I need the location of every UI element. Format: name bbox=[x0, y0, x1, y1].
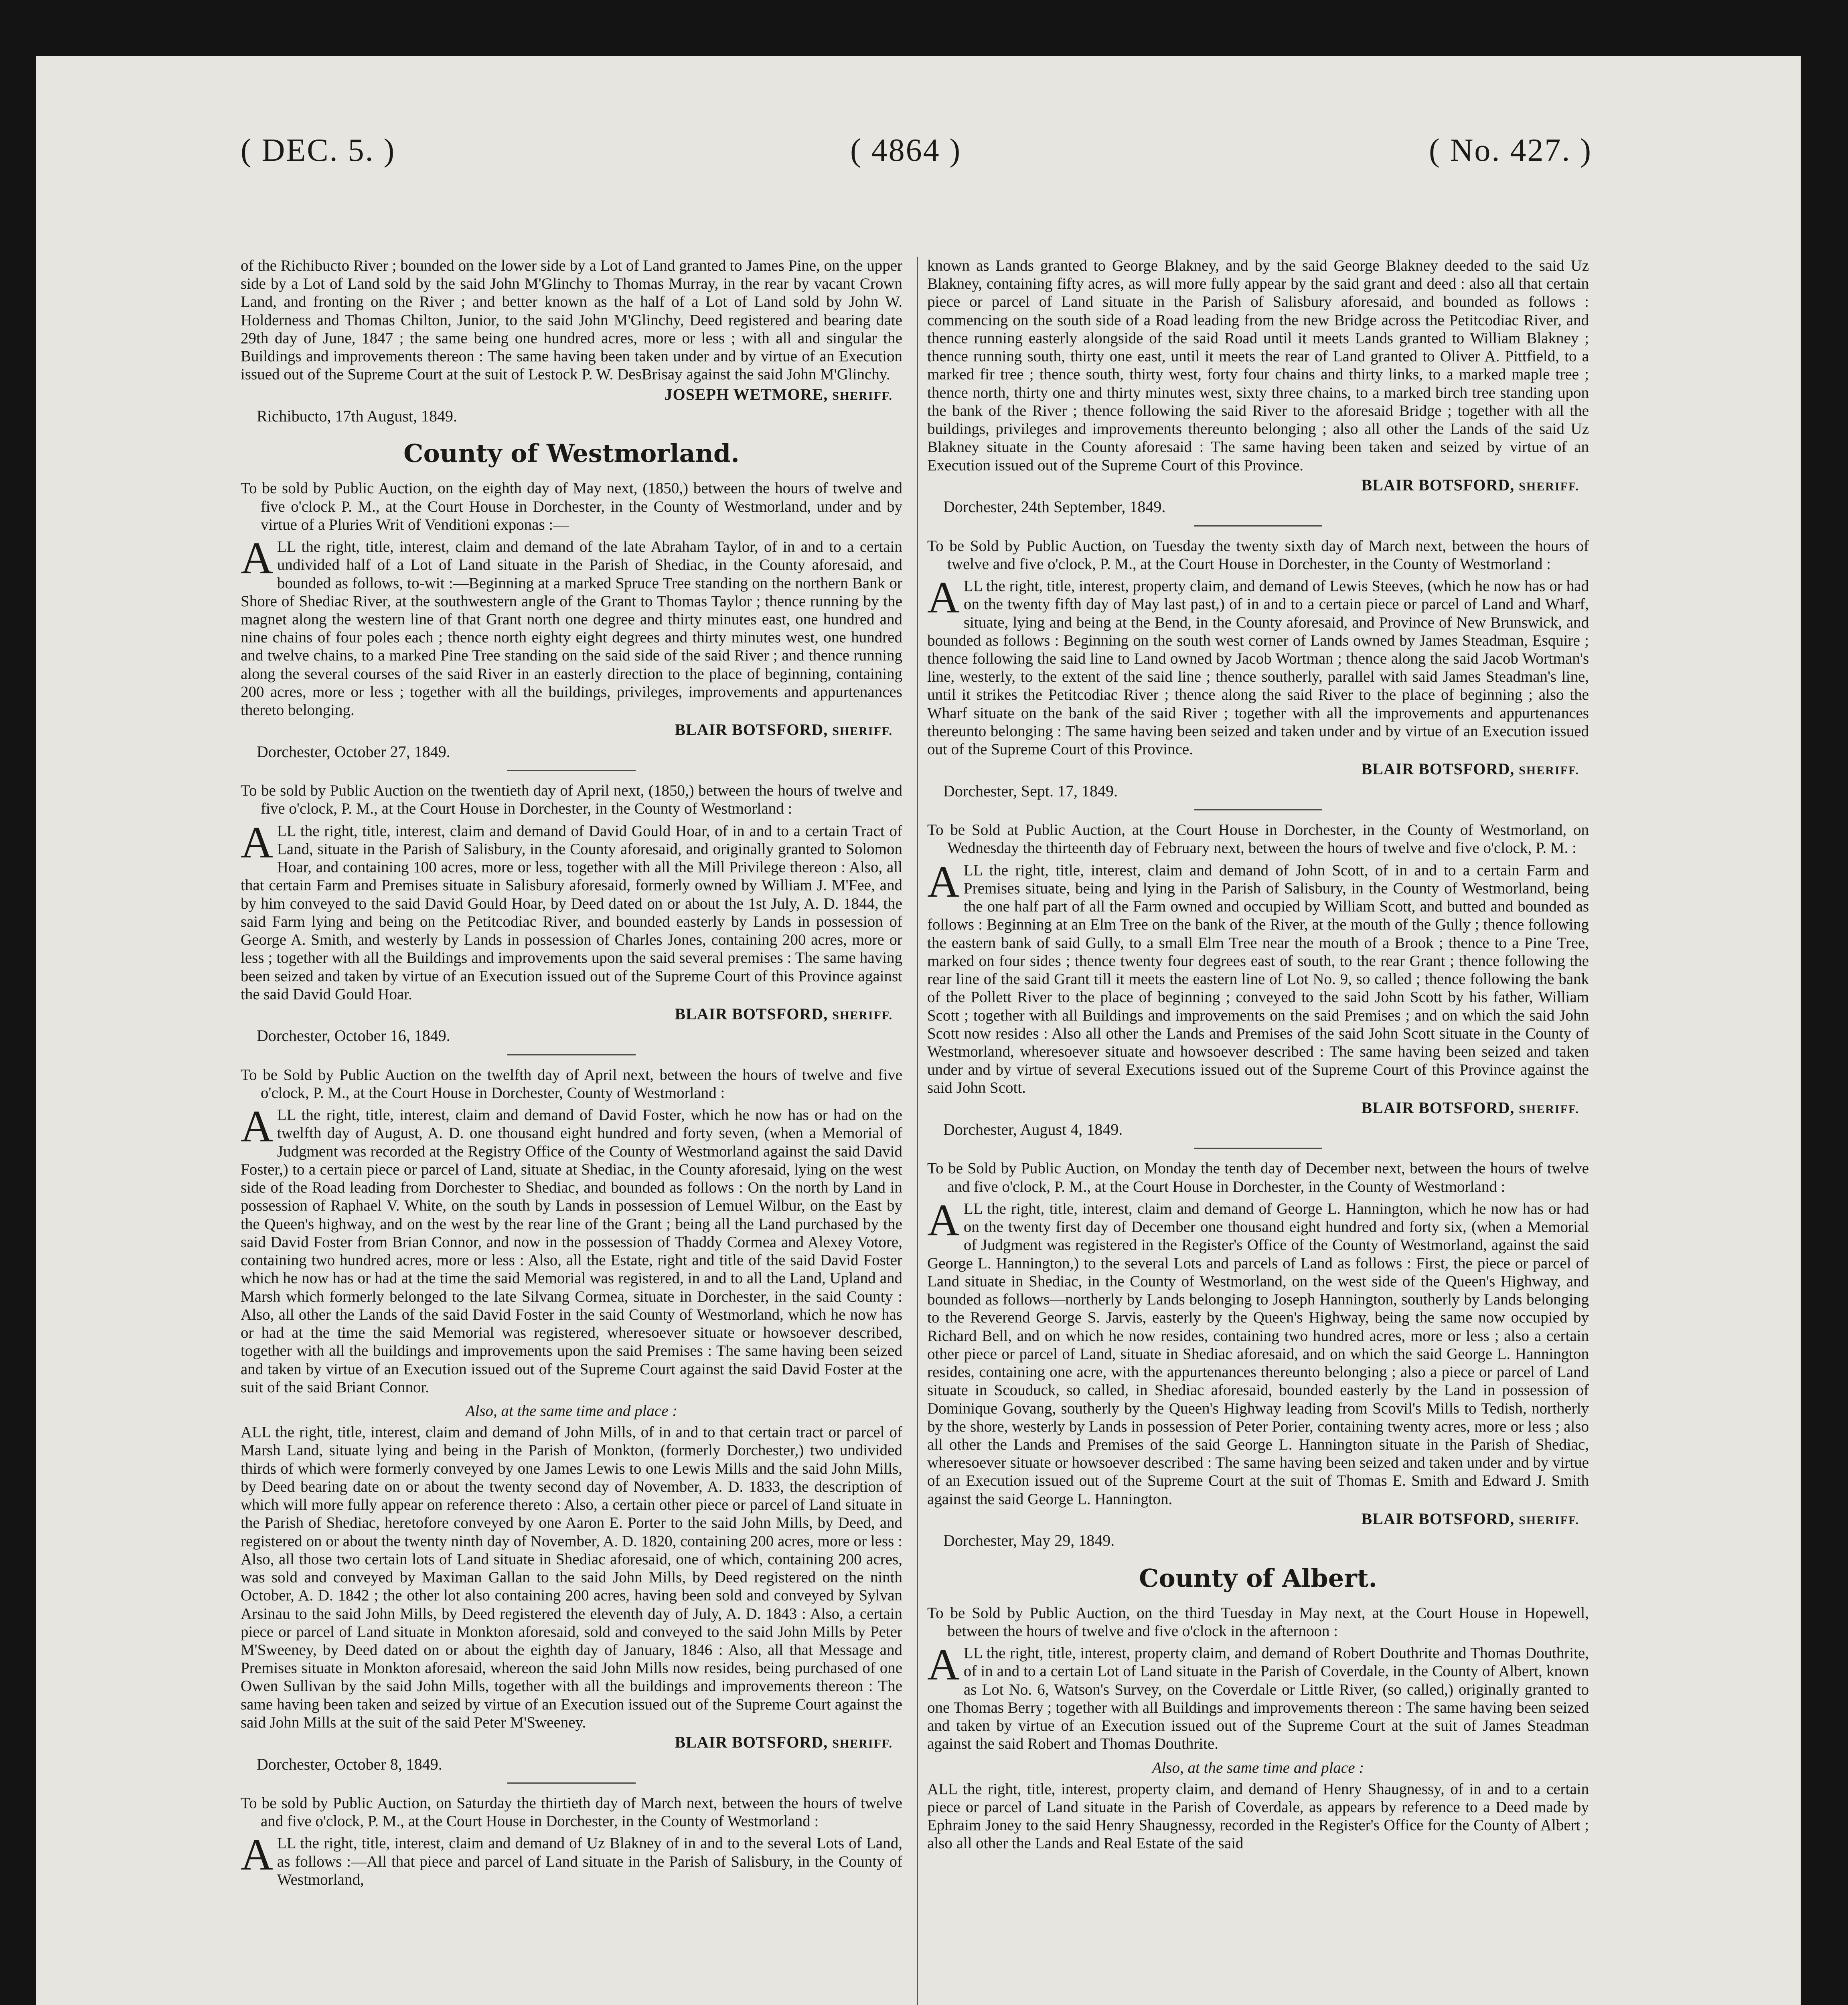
drop-cap: A bbox=[927, 1195, 960, 1245]
notice-body-text: LL the right, title, interest, claim and demand of Uz Blakney of in and to the several Lots of Land, as follows :—All that piece and parcel of Land situate in the Parish of Salisbury, in the County of Westmorland, bbox=[277, 1835, 902, 1888]
signature-name: BLAIR BOTSFORD, bbox=[1361, 1098, 1519, 1117]
header-issue-number: ( No. 427. ) bbox=[1429, 133, 1592, 168]
notice-separator bbox=[507, 1054, 636, 1055]
signature-title: SHERIFF. bbox=[1519, 764, 1579, 778]
notice-date: Dorchester, October 8, 1849. bbox=[257, 1755, 442, 1773]
signature-name: BLAIR BOTSFORD, bbox=[1361, 760, 1519, 778]
notice-intro: To be Sold by Public Auction, on the third Tuesday in May next, at the Court House in Hopewell, between the hours of twelve and five o'clock in the afternoon : bbox=[927, 1604, 1589, 1640]
notice-intro: To be Sold at Public Auction, at the Court House in Dorchester, in the County of Westmorland, on Wednesday the thirteenth day of February next, between the hours of twelve and five o'clock, P. M. : bbox=[927, 821, 1589, 857]
notice-signature bbox=[241, 1733, 893, 1752]
county-heading-westmorland: County of Westmorland. bbox=[403, 439, 740, 468]
notice-intro: To be sold by Public Auction on the twentieth day of April next, (1850,) between the hours of twelve and five o'clock, P. M., at the Court House in Dorchester, in the County of Westmorland : bbox=[241, 782, 902, 818]
signature-name: BLAIR BOTSFORD, bbox=[1361, 1509, 1519, 1528]
notice-body-text: LL the right, title, interest, claim and demand of the late Abraham Taylor, of in and to a certain undivided half of a Lot of Land situate in the Parish of Shediac, in the County aforesaid, and bounded as follows, to-wit :—Beginning at a marked Spruce Tree standing on the northern Bank or Shore of Shediac River, at the southwestern angle of the Grant to Thomas Taylor ; thence running by the magnet along the western line of that Grant north one degree and thirty minutes east, one hundred and nine chains of four poles each ; thence north eighty eight degrees and thirty minutes west, one hundred and twelve chains, to a marked Pine Tree standing on the said side of the said River ; and thence running along the several courses of the said River in an easterly direction to the place of beginning, containing 200 acres, more or less ; together with all the buildings, privileges, improvements and appurtenances thereto belonging. bbox=[241, 538, 902, 719]
drop-cap: A bbox=[241, 1102, 273, 1152]
notice-intro: To be Sold by Public Auction, on Monday the tenth day of December next, between the hours of twelve and five o'clock, P. M., at the Court House in Dorchester, in the County of Westmorland : bbox=[927, 1160, 1589, 1195]
also-subheading: Also, at the same time and place : bbox=[465, 1402, 678, 1420]
notice-body bbox=[241, 533, 902, 719]
also-subheading: Also, at the same time and place : bbox=[1152, 1759, 1364, 1776]
notice-body-text: LL the right, title, interest, property claim, and demand of Lewis Steeves, (which he now has or had on the twenty fifth day of May last past,) of in and to a certain piece or parcel of Land and Wharf, situate, lying and being at the Bend, in the County aforesaid, and Province of New Brunswick, and bounded as follows : Beginning on the south west corner of Lands owned by James Steadman, Esquire ; thence following the said line to Land owned by Jacob Wortman ; thence along the said Jacob Wortman's line, westerly, to the extent of the said line ; thence southerly, parallel with said James Steadman's line, until it strikes the Petitcodiac River ; thence along the said River to the place of beginning ; also the Wharf situate on the bank of the said River ; together with all the improvements and appurtenances thereunto belonging : The same having been seized and taken under and by virtue of an Execution issued out of the Supreme Court of this Province. bbox=[927, 577, 1589, 758]
notice-body-text: LL the right, title, interest, property claim, and demand of Robert Douthrite and Thomas Douthrite, of in and to a certain Lot of Land situate in the Parish of Coverdale, in the County of Albert, known as Lot No. 6, Watson's Survey, on the Coverdale or Little River, (so called,) originally granted to one Thomas Berry ; together with all Buildings and improvements thereon : The same having been seized and taken by virtue of an Execution issued out of the Supreme Court at the suit of James Steadman against the said Robert and Thomas Douthrite. bbox=[927, 1645, 1589, 1753]
signature-name: BLAIR BOTSFORD, bbox=[675, 1005, 833, 1023]
signature-title: SHERIFF. bbox=[1519, 480, 1579, 493]
column-divider bbox=[917, 257, 918, 2005]
notice-body bbox=[927, 1195, 1589, 1508]
signature-title: SHERIFF. bbox=[1519, 1102, 1579, 1116]
notice-body bbox=[241, 1830, 902, 1889]
notice-signature bbox=[241, 1005, 893, 1023]
notice-intro: To be Sold by Public Auction on the twelfth day of April next, between the hours of twelve and five o'clock, P. M., at the Court House in Dorchester, County of Westmorland : bbox=[241, 1066, 902, 1102]
notice-intro: To be sold by Public Auction, on the eighth day of May next, (1850,) between the hours of twelve and five o'clock P. M., at the Court House in Dorchester, in the County of Westmorland, under and by virtue of a Pluries Writ of Venditioni exponas :— bbox=[241, 480, 902, 533]
notice-separator bbox=[1194, 809, 1322, 810]
notice-date: Dorchester, 24th September, 1849. bbox=[943, 498, 1166, 516]
notice-signature bbox=[927, 476, 1579, 494]
notice-body-text: LL the right, title, interest, claim and demand of David Gould Hoar, of in and to a certain Tract of Land, situate in the Parish of Salisbury, in the County aforesaid, and originally granted to Solomon Hoar, and containing 100 acres, more or less, together with all the Mill Privilege thereon : Also, all that certain Farm and Premises situate in Salisbury aforesaid, formerly owned by William J. M'Fee, and by him conveyed to the said David Gould Hoar, by Deed dated on or about the 1st July, A. D. 1844, the said Farm lying and being on the Petitcodiac River, and bounded easterly by Lands in possession of George A. Smith, and westerly by Lands in possession of Charles Jones, containing 200 acres, more or less ; together with all the Buildings and improvements upon the said several premises : The same having been seized and taken by virtue of an Execution issued out of the Supreme Court of this Province against the said David Gould Hoar. bbox=[241, 822, 902, 1003]
notice-body-text: LL the right, title, interest, claim and demand of George L. Hannington, which he now has or had on the twenty first day of December one thousand eight hundred and forty six, (when a Memorial of Judgment was registered in the Register's Office of the County of Westmorland, against the said George L. Hannington,) to the several Lots and parcels of Land as follows : First, the piece or parcel of Land situate in Shediac, in the County of Westmorland, on the west side of the Queen's Highway, and bounded as follows—northerly by Lands belonging to Joseph Hannington, southerly by Lands belonging to the Reverend George S. Jarvis, easterly by the Queen's Highway, being the same now occupied by Richard Bell, and on which he now resides, containing two hundred acres, more or less ; also a certain other piece or parcel of Land, situate in Shediac aforesaid, and on which the said George L. Hannington resides, containing one acre, with the appurtenances thereunto belonging ; also a piece or parcel of Land situate in Scouduck, so called, in Shediac aforesaid, bounded easterly by the Land in possession of Dominique Govang, southerly by the Queen's Highway leading from Scovil's Mills to Tedish, northerly by the shore, westerly by Lands in possession of Peter Porier, containing twenty acres, more or less ; also all other the Lands and Premises of the said George L. Hannington situate in the Parish of Shediac, wheresoever situate or howsoever described : The same having been seized and taken under and by virtue of an Execution issued out of the Supreme Court at the suit of Thomas E. Smith and Edward J. Smith against the said George L. Hannington. bbox=[927, 1200, 1589, 1508]
notice-date: Dorchester, Sept. 17, 1849. bbox=[943, 782, 1118, 800]
notice-body bbox=[927, 1640, 1589, 1753]
notice-date: Dorchester, August 4, 1849. bbox=[943, 1120, 1123, 1139]
notice-separator bbox=[1194, 1148, 1322, 1149]
notice-signature bbox=[927, 1510, 1579, 1528]
page-header bbox=[241, 132, 1592, 196]
notice-body-text: LL the right, title, interest, claim and demand of John Scott, of in and to a certain Farm and Premises situate, being and lying in the Parish of Salisbury, in the County of Westmorland, being the one half part of all the Farm owned and occupied by William Scott, and butted and bounded as follows : Beginning at an Elm Tree on the bank of the River, at the mouth of the Gully ; thence following the eastern bank of said Gully, to a small Elm Tree near the mouth of a Brook ; thence to a Pine Tree, marked on four sides ; thence twenty four degrees east of south, to the rear Grant ; thence following the rear line of the said Grant till it meets the eastern line of Lot No. 9, so called ; thence following the bank of the Pollett River to the place of beginning ; conveyed to the said John Scott by his father, William Scott ; together with all Buildings and improvements on the said Premises ; and on which the said John Scott now resides : Also all other the Lands and Premises of the said John Scott situate in the County of Westmorland, wheresoever situate and howsoever described : The same having been seized and taken under and by virtue of several Executions issued out of the Supreme Court of this Province against the said John Scott. bbox=[927, 861, 1589, 1097]
notice-body-text: ALL the right, title, interest, claim and demand of John Mills, of in and to that certain tract or parcel of Marsh Land, situate lying and being in the Parish of Monkton, (formerly Dorchester,) two undivided thirds of which were formerly conveyed by one James Lewis to one Lewis Mills and the said John Mills, by Deed bearing date on or about the twenty second day of November, A. D. 1833, the description of which will more fully appear on reference thereto : Also, a certain other piece or parcel of Land situate in the Parish of Shediac, heretofore conveyed by one Aaron E. Porter to the said John Mills, by Deed, and registered on or about the twenty ninth day of November, A. D. 1820, containing 200 acres, more or less : Also, all those two certain lots of Land situate in Shediac aforesaid, one of which, containing 200 acres, was sold and conveyed by Maximan Gallan to the said John Mills, by Deed registered on the ninth October, A. D. 1842 ; the other lot also containing 200 acres, having been sold and conveyed by Sylvan Arsinau to the said John Mills, by Deed registered the eleventh day of July, A. D. 1843 : Also, a certain piece or parcel of Land situate in Monkton aforesaid, sold and conveyed to the said John Mills by Peter M'Sweeney, by Deed dated on or about the eighth day of January, 1846 : Also, all that Message and Premises situate in Monkton aforesaid, whereon the said John Mills now resides, being purchased of one Owen Sullivan by the said John Mills, together with all the buildings and improvements thereon : The same having been taken and seized by virtue of an Execution issued out of the Supreme Court against the said John Mills at the suit of the said Peter M'Sweeney. bbox=[241, 1424, 902, 1731]
drop-cap: A bbox=[241, 533, 273, 583]
notice-date: Dorchester, May 29, 1849. bbox=[943, 1531, 1115, 1550]
notice-body-text: LL the right, title, interest, claim and demand of David Foster, which he now has or had on the twelfth day of August, A. D. one thousand eight hundred and forty seven, (when a Memorial of Judgment was recorded at the Registry Office of the County of Westmorland against the said David Foster,) to a certain piece or parcel of Land, situate at Shediac, in the County aforesaid, lying on the west side of the Road leading from Dorchester to Shediac, and bounded as follows : On the north by Land in possession of Raphael V. White, on the south by Lands in possession of Lemuel Wilbur, on the East by the Queen's highway, and on the west by the rear line of the Grant ; being all the Land purchased by the said David Foster from Brian Connor, and now in the possession of Thaddy Cormea and Alexey Votore, containing two hundred acres, more or less : Also, all the Estate, right and title of the said David Foster which he now has or had at the time the said Memorial was registered, in and to all the Land, Upland and Marsh which formerly belonged to the late Silvang Cormea, situate in Dorchester, in the said County : Also, all other the Lands of the said David Foster in the said County of Westmorland, which he now has or had at the time the said Memorial was registered, wheresoever situate or howsoever described, together with all the buildings and improvements upon the said Premises : The same having been seized and taken by virtue of an Execution issued out of the Supreme Court against the said David Foster at the suit of the said Briant Connor. bbox=[241, 1106, 902, 1396]
signature-title: SHERIFF. bbox=[832, 725, 893, 738]
signature-name: BLAIR BOTSFORD, bbox=[675, 1733, 833, 1752]
signature-name: BLAIR BOTSFORD, bbox=[1361, 476, 1519, 494]
signature-title: SHERIFF. bbox=[832, 1737, 893, 1751]
notice-separator bbox=[507, 1782, 636, 1784]
drop-cap: A bbox=[241, 1830, 273, 1880]
drop-cap: A bbox=[927, 573, 960, 623]
county-heading-albert: County of Albert. bbox=[1139, 1563, 1378, 1593]
notice-separator bbox=[1194, 525, 1322, 527]
drop-cap: A bbox=[927, 1640, 960, 1690]
drop-cap: A bbox=[927, 857, 960, 907]
notice-date: Dorchester, October 16, 1849. bbox=[257, 1027, 450, 1045]
notice-date: Richibucto, 17th August, 1849. bbox=[257, 407, 457, 425]
notice-separator bbox=[507, 770, 636, 771]
notice-body bbox=[927, 573, 1589, 758]
header-page-number: ( 4864 ) bbox=[850, 133, 962, 168]
notice-date: Dorchester, October 27, 1849. bbox=[257, 742, 450, 761]
notice-signature bbox=[241, 385, 893, 404]
notice-body-text: ALL the right, title, interest, property claim, and demand of Henry Shaugnessy, of in and to a certain piece or parcel of Land situate in the Parish of Coverdale, as appears by reference to a Deed made by Ephraim Joney to the said Henry Shaugnessy, recorded in the Register's Office for the County of Albert ; also all other the Lands and Real Estate of the said bbox=[927, 1780, 1589, 1852]
notice-body bbox=[241, 817, 902, 1003]
signature-title: SHERIFF. bbox=[832, 1009, 893, 1022]
notice-body bbox=[241, 1102, 902, 1396]
right-column bbox=[927, 257, 1589, 1853]
notice-signature bbox=[927, 760, 1579, 778]
left-column bbox=[241, 257, 902, 1889]
signature-name: JOSEPH WETMORE, bbox=[664, 385, 833, 403]
notice-continuation-text: of the Richibucto River ; bounded on the lower side by a Lot of Land granted to James Pine, on the upper side by a Lot of Land sold by the said John M'Glinchy to Thomas Murray, in the rear by vacant Crown Land, and fronting on the River ; and better known as the half of a Lot of Land sold by John W. Holderness and Thomas Chilton, Junior, to the said John M'Glinchy, Deed registered and bearing date 29th day of June, 1847 ; the same being one hundred acres, more or less ; with all and singular the Buildings and improvements thereon : The same having been taken under and by virtue of an Execution issued out of the Supreme Court at the suit of Lestock P. W. DesBrisay against the said John M'Glinchy. bbox=[241, 257, 902, 383]
signature-title: SHERIFF. bbox=[1519, 1513, 1579, 1527]
notice-body bbox=[927, 857, 1589, 1097]
notice-signature bbox=[241, 721, 893, 739]
signature-title: SHERIFF. bbox=[832, 389, 893, 403]
notice-intro: To be sold by Public Auction, on Saturday the thirtieth day of March next, between the hours of twelve and five o'clock, P. M., at the Court House in Dorchester, in the County of Westmorland : bbox=[241, 1794, 902, 1830]
notice-continuation-text: known as Lands granted to George Blakney, and by the said George Blakney deeded to the said Uz Blakney, containing fifty acres, as will more fully appear by the said grant and deed : also all that certain piece or parcel of Land situate in the Parish of Salisbury aforesaid, and bounded as follows : commencing on the south side of a Road leading from the new Bridge across the Petitcodiac River, and thence running easterly alongside of the said Road until it meets Lands granted to William Blakney ; thence running south, thirty one east, until it meets the rear of Land granted to Oliver A. Pittfield, to a marked fir tree ; thence south, thirty west, forty four chains and thirty links, to a marked maple tree ; thence north, thirty one and thirty minutes west, sixty three chains, to a marked birch tree standing upon the bank of the River ; thence following the said River to the aforesaid Bridge ; together with all the buildings, privileges and improvements thereunto belonging ; also all other the Lands of the said Uz Blakney situate in the County aforesaid : The same having been taken and seized by virtue of an Execution issued out of the Supreme Court of this Province. bbox=[927, 257, 1589, 474]
header-date: ( DEC. 5. ) bbox=[241, 133, 396, 168]
notice-intro: To be Sold by Public Auction, on Tuesday the twenty sixth day of March next, between the hours of twelve and five o'clock, P. M., at the Court House in Dorchester, in the County of Westmorland : bbox=[927, 537, 1589, 573]
signature-name: BLAIR BOTSFORD, bbox=[675, 721, 833, 739]
drop-cap: A bbox=[241, 817, 273, 867]
notice-signature bbox=[927, 1099, 1579, 1117]
